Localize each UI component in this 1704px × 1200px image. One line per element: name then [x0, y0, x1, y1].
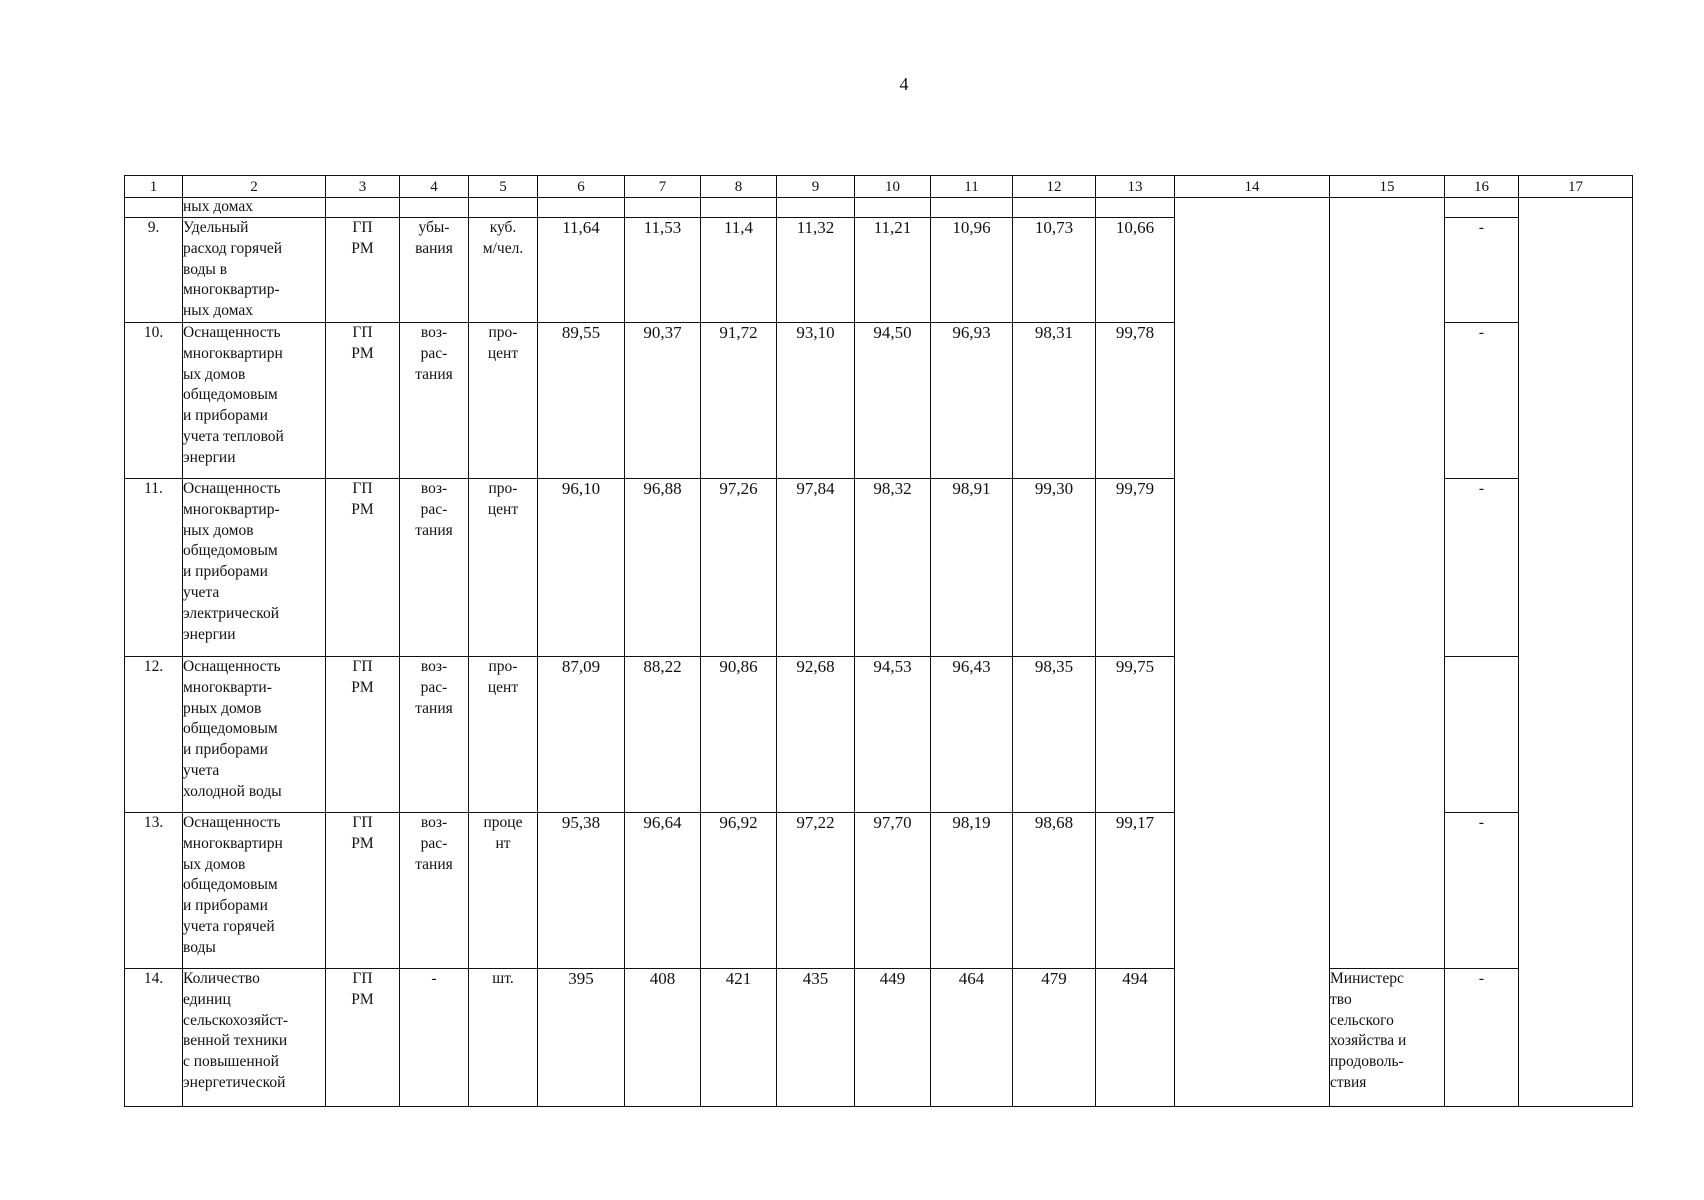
column-15-cell [1330, 198, 1445, 969]
column-numbers-row [125, 176, 1633, 198]
row-number: 13. [125, 813, 183, 969]
column-number: 8 [701, 176, 777, 198]
column-number: 11 [931, 176, 1013, 198]
value-cell: 96,88 [625, 479, 701, 657]
column-number: 4 [400, 176, 469, 198]
unit: про- цент [469, 657, 538, 813]
value-cell: 494 [1096, 969, 1175, 1107]
value-cell: 96,43 [931, 657, 1013, 813]
column-16-value: - [1445, 218, 1519, 323]
column-number: 13 [1096, 176, 1175, 198]
value-cell: 95,38 [538, 813, 625, 969]
value-cell: 449 [855, 969, 931, 1107]
value-cell: 90,86 [701, 657, 777, 813]
value-cell: 479 [1013, 969, 1096, 1107]
indicator-name: Оснащенность многоквартир- ных домов общедомовым и приборами учета электрической энергии [183, 479, 326, 657]
indicator-name: Оснащенность многоквартирн ых домов общедомовым и приборами учета горячей воды [183, 813, 326, 969]
column-17-cell [1519, 198, 1633, 1107]
value-cell: 87,09 [538, 657, 625, 813]
value-cell: 94,50 [855, 323, 931, 479]
column-number: 17 [1519, 176, 1633, 198]
program-code: ГП РМ [326, 323, 400, 479]
value-cell: 99,30 [1013, 479, 1096, 657]
value-cell: 99,79 [1096, 479, 1175, 657]
value-cell: 96,10 [538, 479, 625, 657]
value-cell: 10,66 [1096, 218, 1175, 323]
value-cell: 97,22 [777, 813, 855, 969]
indicator-name: Удельный расход горячей воды в многоквартир- ных домах [183, 218, 326, 323]
value-cell: 98,19 [931, 813, 1013, 969]
row-number: 10. [125, 323, 183, 479]
column-number: 3 [326, 176, 400, 198]
value-cell: 421 [701, 969, 777, 1107]
value-cell: 96,64 [625, 813, 701, 969]
column-16-value [1445, 657, 1519, 813]
column-number: 7 [625, 176, 701, 198]
value-cell: 435 [777, 969, 855, 1107]
row-number: 11. [125, 479, 183, 657]
value-cell: 98,68 [1013, 813, 1096, 969]
unit: шт. [469, 969, 538, 1107]
program-code: ГП РМ [326, 479, 400, 657]
program-code: ГП РМ [326, 657, 400, 813]
value-cell: 96,93 [931, 323, 1013, 479]
trend-type: воз- рас- тания [400, 323, 469, 479]
value-cell: 91,72 [701, 323, 777, 479]
trend-type: - [400, 969, 469, 1107]
unit: про- цент [469, 479, 538, 657]
value-cell: 10,73 [1013, 218, 1096, 323]
value-cell: 88,22 [625, 657, 701, 813]
row-number: 9. [125, 218, 183, 323]
value-cell: 99,78 [1096, 323, 1175, 479]
continuation-text: ных домах [183, 198, 326, 218]
value-cell: 11,21 [855, 218, 931, 323]
column-16-value: - [1445, 479, 1519, 657]
row-number: 14. [125, 969, 183, 1107]
column-number: 12 [1013, 176, 1096, 198]
column-number: 1 [125, 176, 183, 198]
column-number: 2 [183, 176, 326, 198]
value-cell: 90,37 [625, 323, 701, 479]
value-cell: 89,55 [538, 323, 625, 479]
page-number: 4 [899, 74, 909, 94]
column-16-value: - [1445, 813, 1519, 969]
value-cell: 97,26 [701, 479, 777, 657]
value-cell: 11,32 [777, 218, 855, 323]
column-number: 9 [777, 176, 855, 198]
trend-type: воз- рас- тания [400, 479, 469, 657]
responsible-executor: Министерс тво сельского хозяйства и продоволь- ствия [1330, 969, 1445, 1107]
value-cell: 11,64 [538, 218, 625, 323]
continuation-row [125, 198, 1633, 218]
column-number: 15 [1330, 176, 1445, 198]
value-cell: 11,4 [701, 218, 777, 323]
value-cell: 98,91 [931, 479, 1013, 657]
unit: проце нт [469, 813, 538, 969]
value-cell: 98,35 [1013, 657, 1096, 813]
value-cell: 98,32 [855, 479, 931, 657]
indicator-name: Количество единиц сельскохозяйст- венной техники с повышенной энергетической [183, 969, 326, 1107]
program-code: ГП РМ [326, 218, 400, 323]
value-cell: 99,17 [1096, 813, 1175, 969]
value-cell: 97,84 [777, 479, 855, 657]
column-14-cell [1175, 198, 1330, 1107]
program-code: ГП РМ [326, 969, 400, 1107]
value-cell: 10,96 [931, 218, 1013, 323]
indicator-name: Оснащенность многокварти- рных домов общедомовым и приборами учета холодной воды [183, 657, 326, 813]
value-cell: 94,53 [855, 657, 931, 813]
column-number: 6 [538, 176, 625, 198]
value-cell: 96,92 [701, 813, 777, 969]
unit: про- цент [469, 323, 538, 479]
indicator-name: Оснащенность многоквартирн ых домов общедомовым и приборами учета тепловой энергии [183, 323, 326, 479]
trend-type: убы- вания [400, 218, 469, 323]
program-code: ГП РМ [326, 813, 400, 969]
value-cell: 408 [625, 969, 701, 1107]
column-number: 10 [855, 176, 931, 198]
value-cell: 464 [931, 969, 1013, 1107]
column-16-value: - [1445, 969, 1519, 1107]
column-number: 16 [1445, 176, 1519, 198]
indicators-table [124, 175, 1633, 1107]
value-cell: 92,68 [777, 657, 855, 813]
unit: куб. м/чел. [469, 218, 538, 323]
value-cell: 98,31 [1013, 323, 1096, 479]
value-cell: 11,53 [625, 218, 701, 323]
value-cell: 99,75 [1096, 657, 1175, 813]
column-number: 14 [1175, 176, 1330, 198]
trend-type: воз- рас- тания [400, 657, 469, 813]
row-number: 12. [125, 657, 183, 813]
table-row [125, 969, 1633, 1107]
column-number: 5 [469, 176, 538, 198]
trend-type: воз- рас- тания [400, 813, 469, 969]
value-cell: 93,10 [777, 323, 855, 479]
column-16-value: - [1445, 323, 1519, 479]
value-cell: 97,70 [855, 813, 931, 969]
value-cell: 395 [538, 969, 625, 1107]
